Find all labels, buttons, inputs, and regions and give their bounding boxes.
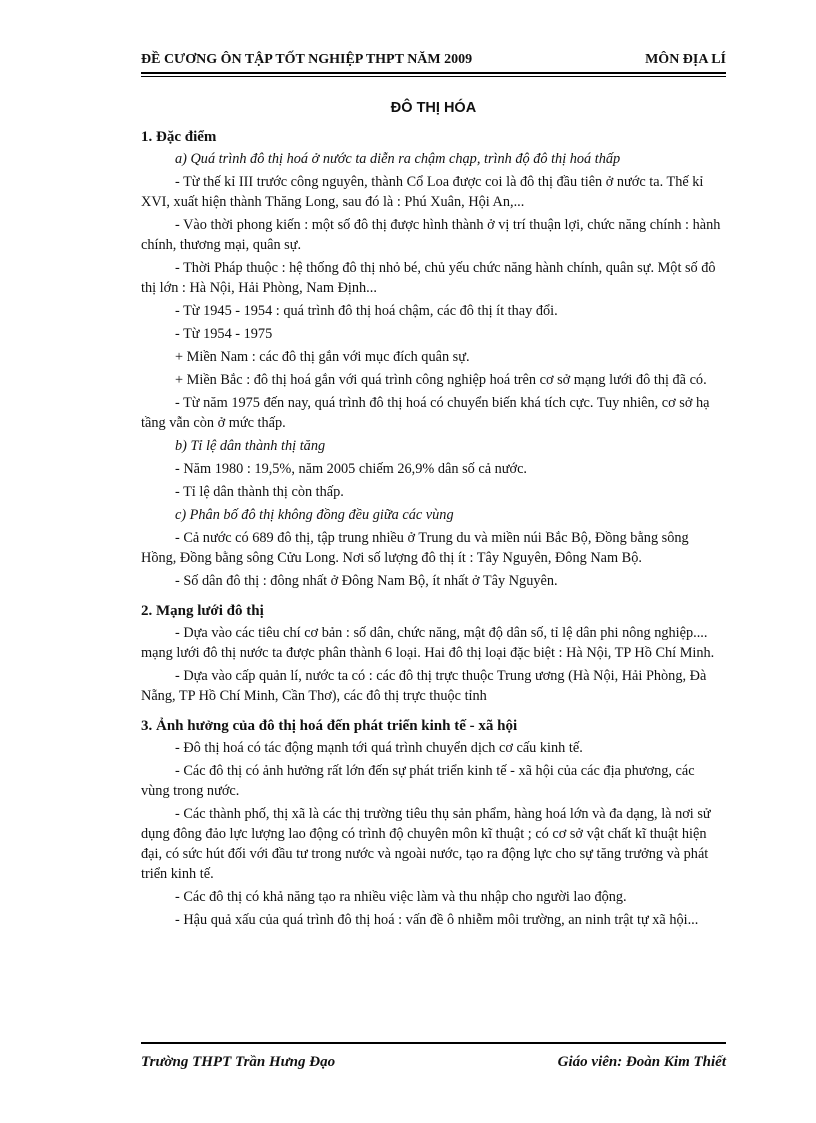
page-title: ĐÔ THỊ HÓA — [390, 100, 477, 116]
paragraph: - Cả nước có 689 đô thị, tập trung nhiều ở Trung du và miền núi Bắc Bộ, Đồng bằng sông Hồng, Đồng bằng sông Cửu Long. Nơi số lượng đô thị ít : Tây Nguyên, Đông Nam Bộ. — [141, 530, 689, 566]
paragraph: - Đô thị hoá có tác động mạnh tới quá trình chuyển dịch cơ cấu kinh tế. — [175, 740, 583, 756]
header-rule-thin — [141, 76, 726, 77]
paragraph: + Miền Bắc : đô thị hoá gắn với quá trình công nghiệp hoá trên cơ sở mạng lưới đô thị đã có. — [175, 372, 707, 388]
subheading-c: c) Phân bố đô thị không đồng đều giữa các vùng — [175, 507, 454, 523]
subheading-a: a) Quá trình đô thị hoá ở nước ta diễn ra chậm chạp, trình độ đô thị hoá thấp — [175, 151, 621, 167]
paragraph: - Từ thế kỉ III trước công nguyên, thành Cổ Loa được coi là đô thị đầu tiên ở nước ta. Thế kỉ XVI, xuất hiện thành Thăng Long, sau đó là : Phú Xuân, Hội An,... — [141, 174, 704, 210]
paragraph: - Từ năm 1975 đến nay, quá trình đô thị hoá có chuyển biến khá tích cực. Tuy nhiên, cơ sở hạ tầng vẫn còn ở mức thấp. — [141, 395, 710, 431]
paragraph: - Từ 1954 - 1975 — [175, 326, 273, 342]
paragraph: - Từ 1945 - 1954 : quá trình đô thị hoá chậm, các đô thị ít thay đổi. — [175, 303, 558, 319]
page-footer — [141, 1054, 726, 1071]
subheading-b: b) Tỉ lệ dân thành thị tăng — [175, 438, 326, 454]
footer-rule — [141, 1042, 726, 1044]
paragraph: - Các thành phố, thị xã là các thị trường tiêu thụ sản phẩm, hàng hoá lớn và đa dạng, là nơi sử dụng đông đảo lực lượng lao động có trình độ chuyên môn kĩ thuật ; có cơ sở vật chất kĩ thuật hiện đại, có sức hút đối với đầu tư trong nước và ngoài nước, tạo ra động lực cho sự tăng trưởng và phát triển kinh tế. — [141, 806, 711, 882]
paragraph: - Dựa vào cấp quản lí, nước ta có : các đô thị trực thuộc Trung ương (Hà Nội, Hải Phòng, Đà Nẵng, TP Hồ Chí Minh, Cần Thơ), các đô thị trực thuộc tỉnh — [141, 668, 707, 704]
header-subject: MÔN ĐỊA LÍ — [645, 52, 726, 67]
document-body — [141, 98, 726, 933]
section-heading-characteristics: 1. Đặc điểm — [141, 129, 217, 145]
paragraph: - Tỉ lệ dân thành thị còn thấp. — [175, 484, 344, 500]
paragraph: - Năm 1980 : 19,5%, năm 2005 chiếm 26,9% dân số cả nước. — [175, 461, 528, 477]
header-document-title: ĐỀ CƯƠNG ÔN TẬP TỐT NGHIỆP THPT NĂM 2009 — [141, 52, 473, 67]
paragraph: - Vào thời phong kiến : một số đô thị được hình thành ở vị trí thuận lợi, chức năng chính : hành chính, thương mại, quân sự. — [141, 217, 721, 253]
paragraph: - Số dân đô thị : đông nhất ở Đông Nam Bộ, ít nhất ở Tây Nguyên. — [175, 573, 558, 589]
paragraph: - Thời Pháp thuộc : hệ thống đô thị nhỏ bé, chủ yếu chức năng hành chính, quân sự. Một số đô thị lớn : Hà Nội, Hải Phòng, Nam Định... — [141, 260, 716, 296]
page-header — [141, 48, 726, 68]
paragraph: + Miền Nam : các đô thị gắn với mục đích quân sự. — [175, 349, 470, 365]
footer-teacher: Giáo viên: Đoàn Kim Thiết — [557, 1054, 726, 1070]
footer-school: Trường THPT Trần Hưng Đạo — [141, 1054, 336, 1070]
paragraph: - Dựa vào các tiêu chí cơ bản : số dân, chức năng, mật độ dân số, tỉ lệ dân phi nông nghiệp.... mạng lưới đô thị nước ta được phân thành 6 loại. Hai đô thị loại đặc biệt : Hà Nội, TP Hồ Chí Minh. — [141, 625, 715, 661]
paragraph: - Các đô thị có khả năng tạo ra nhiều việc làm và thu nhập cho người lao động. — [175, 889, 627, 905]
header-rule — [141, 72, 726, 74]
paragraph: - Hậu quả xấu của quá trình đô thị hoá : vấn đề ô nhiễm môi trường, an ninh trật tự xã hội... — [175, 912, 699, 928]
section-heading-impact: 3. Ảnh hưởng của đô thị hoá đến phát triển kinh tế - xã hội — [141, 718, 518, 734]
section-heading-network: 2. Mạng lưới đô thị — [141, 603, 264, 619]
paragraph: - Các đô thị có ảnh hưởng rất lớn đến sự phát triển kinh tế - xã hội của các địa phương, các vùng trong nước. — [141, 763, 695, 799]
